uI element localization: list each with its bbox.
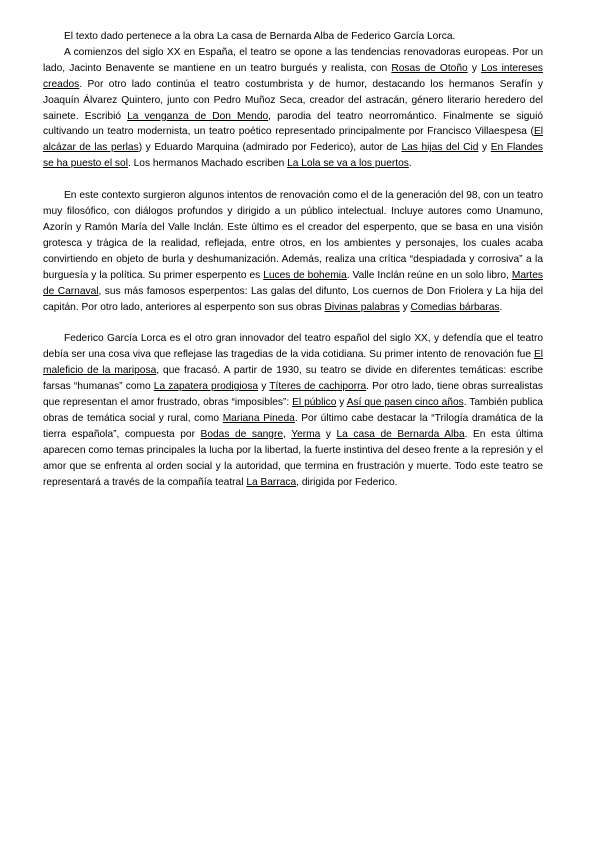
text-run: . Los hermanos Machado escriben	[127, 158, 288, 170]
text-run: , parodia del teatro neorromántico. Finalmente se siguió cultivando un teatro modernista, un teatro poético representado principalmente por Francisco Villaespesa (	[43, 110, 544, 138]
work-title: Los intereses creados	[43, 62, 543, 90]
text-run: Federico García Lorca es el otro gran innovador del teatro español del siglo XX, y defendía que el teatro debía ser una cosa viva que reflejase las tragedias de la vida cotidiana. Su primer intento de renovación fue	[43, 333, 543, 361]
work-title: El alcázar de las perlas	[43, 126, 543, 154]
paragraph-3	[43, 331, 543, 490]
work-title: Comedias bárbaras	[410, 301, 500, 313]
text-run: y	[399, 301, 411, 313]
text-run: . Por otro lado, tiene obras surrealistas que representan el amor frustrado, obras “imposibles”:	[43, 381, 543, 409]
intro-line: El texto dado pertenece a la obra La casa de Bernarda Alba de Federico García Lorca.	[64, 31, 456, 42]
text-run: ) y Eduardo Marquina (admirado por Federico), autor de	[138, 142, 402, 154]
work-title: Yerma	[291, 428, 321, 440]
text-body	[43, 29, 543, 490]
text-run: y	[336, 397, 347, 409]
work-title: La zapatera prodigiosa	[153, 381, 259, 393]
work-title: El maleficio de la mariposa	[43, 349, 543, 377]
work-title: Divinas palabras	[324, 301, 400, 313]
text-run: y	[258, 381, 270, 393]
work-title: Martes de Carnaval	[43, 269, 543, 297]
text-run: .	[499, 301, 503, 313]
text-run: . También publica obras de temática social y rural, como	[43, 397, 543, 424]
text-run: y	[478, 142, 491, 154]
work-title: En Flandes se ha puesto el sol	[43, 142, 544, 170]
work-title: El público	[292, 397, 337, 409]
text-run: A comienzos del siglo XX en España, el teatro se opone a las tendencias renovadoras europeas. Por un lado, Jacinto Benavente se mantiene en un teatro burgués y realista, con	[43, 46, 543, 74]
text-run: , que fracasó. A partir de 1930, su teatro se divide en diferentes temáticas: escribe farsas “humanas” como	[43, 365, 543, 393]
text-run: ,	[283, 428, 292, 440]
work-title: La casa de Bernarda Alba	[336, 428, 465, 440]
work-title: Rosas de Otoño	[391, 62, 468, 74]
work-title: La Barraca	[246, 476, 297, 488]
work-title: Así que pasen cinco años	[346, 397, 464, 409]
text-run: . En esta última aparecen como temas principales la lucha por la libertad, la fuerte instintiva del deseo frente a la represión y el amor que se enfrenta al orden social y la autoridad, que termina en frustración y muerte. Todo este teatro se representará a través de la compañía teatral	[43, 428, 543, 488]
text-run: y	[320, 428, 337, 440]
work-title: La venganza de Don Mendo	[127, 110, 269, 122]
text-run: , sus más famosos esperpentos: Las galas del difunto, Los cuernos de Don Friolera y La hija del capitán. Por otro lado, anteriores al esperpento son sus obras	[43, 285, 543, 313]
text-run: .	[408, 158, 412, 170]
text-run: y	[467, 62, 482, 74]
text-run: , dirigida por Federico.	[296, 476, 398, 488]
work-title: Mariana Pineda	[222, 412, 295, 424]
text-run: En este contexto surgieron algunos intentos de renovación como el de la generación del 98, con un teatro muy filosófico, con diálogos profundos y dirigido a un público intelectual. Incluye autores como Unamuno, Azorín y Ramón María del Valle Inclán. Este último es el creador del esperpento, que se basa en una visión grotesca y trágica de la realidad, reflejada, entre otros, en los ambientes y personajes, los cuales acaba convirtiendo en objeto de burla y deshumanización. Además, realiza una crítica “despiadada y corrosiva” a la burguesía y la política. Su primer esperpento es	[43, 190, 543, 281]
text-run: . Por otro lado continúa el teatro costumbrista y de humor, destacando los hermanos Serafín y Joaquín Álvarez Quintero, junto con Pedro Muñoz Seca, creador del astracán, género literario heredero del sainete. Escribió	[43, 78, 543, 122]
work-title: Luces de bohemia	[263, 269, 347, 281]
work-title: Las hijas del Cid	[401, 142, 479, 154]
work-title: Bodas de sangre	[200, 428, 284, 440]
text-run: . Por último cabe destacar la “Trilogía dramática de la tierra española”, compuesta por	[43, 412, 544, 440]
paragraph-1	[43, 45, 543, 172]
work-title: La Lola se va a los puertos	[287, 158, 409, 170]
work-title: Títeres de cachiporra	[269, 381, 367, 393]
paragraph-2	[43, 188, 543, 315]
text-run: . Valle Inclán reúne en un solo libro,	[346, 269, 512, 281]
